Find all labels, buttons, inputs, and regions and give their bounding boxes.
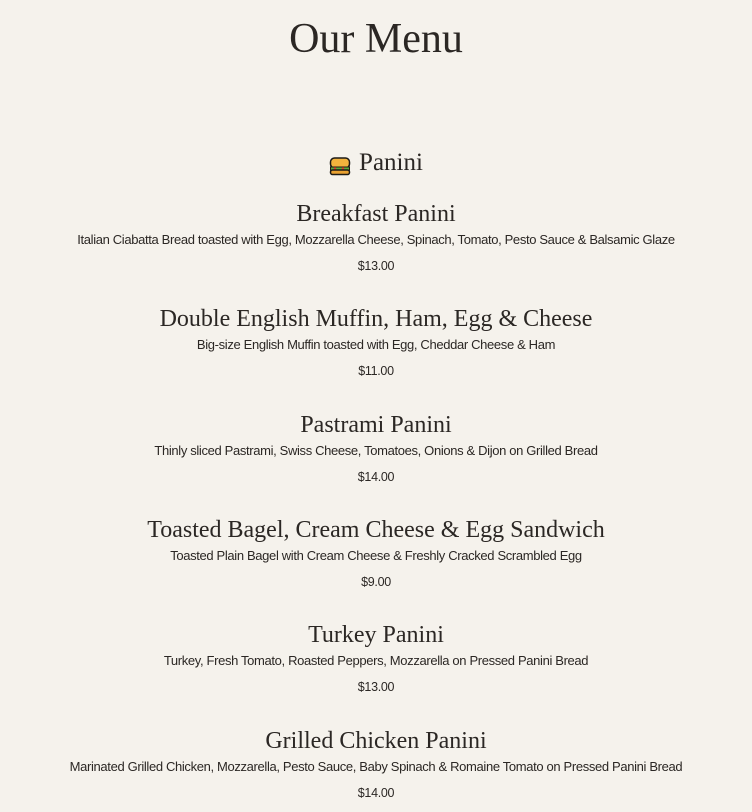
item-name: Breakfast Panini	[296, 201, 456, 227]
item-description: Toasted Plain Bagel with Cream Cheese & Freshly Cracked Scrambled Egg	[170, 548, 582, 563]
item-description: Italian Ciabatta Bread toasted with Egg, Mozzarella Cheese, Spinach, Tomato, Pesto Sauce & Balsamic Glaze	[77, 232, 675, 247]
item-price: $11.00	[358, 364, 394, 378]
section-title: Panini	[359, 149, 423, 176]
item-description: Turkey, Fresh Tomato, Roasted Peppers, Mozzarella on Pressed Panini Bread	[163, 653, 589, 668]
item-price: $13.00	[357, 680, 395, 694]
menu-item	[0, 516, 752, 590]
section-heading-panini	[0, 148, 752, 178]
page-title: Our Menu	[289, 16, 463, 62]
item-description: Thinly sliced Pastrami, Swiss Cheese, Tomatoes, Onions & Dijon on Grilled Bread	[154, 443, 598, 458]
item-description: Marinated Grilled Chicken, Mozzarella, Pesto Sauce, Baby Spinach & Romaine Tomato on Pressed Panini Bread	[69, 759, 683, 774]
item-price: $13.00	[357, 259, 395, 273]
item-name: Double English Muffin, Ham, Egg & Cheese	[159, 306, 593, 332]
sandwich-icon	[329, 154, 351, 174]
item-name: Pastrami Panini	[300, 412, 452, 438]
item-name: Grilled Chicken Panini	[265, 728, 487, 754]
menu-item	[0, 727, 752, 801]
menu-item	[0, 621, 752, 695]
item-price: $9.00	[361, 575, 391, 589]
item-name: Toasted Bagel, Cream Cheese & Egg Sandwich	[147, 517, 605, 543]
item-name: Turkey Panini	[308, 622, 444, 648]
menu-item	[0, 305, 752, 379]
menu-item	[0, 411, 752, 485]
item-price: $14.00	[357, 470, 395, 484]
item-description: Big-size English Muffin toasted with Egg, Cheddar Cheese & Ham	[196, 337, 556, 352]
item-price: $14.00	[357, 786, 395, 800]
menu-item	[0, 200, 752, 274]
